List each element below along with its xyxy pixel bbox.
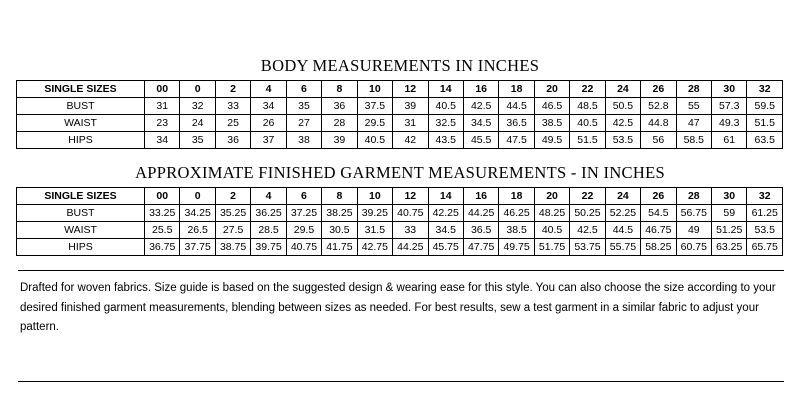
- size-header-cell: 16: [463, 188, 498, 205]
- size-header-cell: 10: [357, 188, 392, 205]
- size-header-cell: 0: [180, 81, 215, 98]
- measurement-cell: 39.25: [357, 205, 392, 222]
- size-header-cell: 14: [428, 188, 463, 205]
- measurement-cell: 31.5: [357, 222, 392, 239]
- measurement-cell: 36: [322, 98, 357, 115]
- row-label: BUST: [17, 205, 145, 222]
- measurement-cell: 58.5: [676, 132, 711, 149]
- measurement-cell: 34.25: [180, 205, 215, 222]
- measurement-cell: 56: [641, 132, 676, 149]
- size-header-cell: 6: [286, 188, 321, 205]
- measurement-cell: 44.25: [393, 239, 428, 256]
- corner-label: SINGLE SIZES: [17, 81, 145, 98]
- measurement-cell: 36.5: [499, 115, 534, 132]
- measurement-cell: 46.25: [499, 205, 534, 222]
- measurement-cell: 61.25: [747, 205, 783, 222]
- measurement-cell: 51.5: [570, 132, 605, 149]
- measurement-cell: 44.5: [499, 98, 534, 115]
- size-header-cell: 18: [499, 188, 534, 205]
- measurement-cell: 26.5: [180, 222, 215, 239]
- measurement-cell: 61: [712, 132, 747, 149]
- measurement-cell: 53.5: [605, 132, 640, 149]
- measurement-cell: 44.8: [641, 115, 676, 132]
- row-label: HIPS: [17, 132, 145, 149]
- size-header-cell: 26: [641, 81, 676, 98]
- measurement-cell: 40.75: [286, 239, 321, 256]
- size-header-cell: 24: [605, 188, 640, 205]
- size-header-cell: 22: [570, 81, 605, 98]
- measurement-cell: 27: [286, 115, 321, 132]
- measurement-cell: 57.3: [712, 98, 747, 115]
- measurement-cell: 51.25: [712, 222, 747, 239]
- fabric-note: Drafted for woven fabrics. Size guide is based on the suggested design & wearing ease for this style. You can also choose the size according to your desired finished garment measurements, blending between sizes as needed. For best results, sew a test garment in a similar fabric to adjust your pattern.: [18, 270, 784, 382]
- measurement-cell: 31: [145, 98, 180, 115]
- size-header-cell: 12: [393, 81, 428, 98]
- measurement-row: [17, 205, 783, 222]
- size-header-cell: 12: [393, 188, 428, 205]
- measurement-cell: 44.5: [605, 222, 640, 239]
- measurement-cell: 41.75: [322, 239, 357, 256]
- measurement-cell: 53.75: [570, 239, 605, 256]
- measurement-cell: 55: [676, 98, 711, 115]
- measurement-cell: 42.5: [605, 115, 640, 132]
- measurement-cell: 24: [180, 115, 215, 132]
- size-header-cell: 2: [215, 81, 250, 98]
- size-header-cell: 10: [357, 81, 392, 98]
- measurement-cell: 29.5: [286, 222, 321, 239]
- size-header-cell: 26: [641, 188, 676, 205]
- measurement-cell: 38.25: [322, 205, 357, 222]
- measurement-cell: 48.25: [534, 205, 569, 222]
- size-header-cell: 28: [676, 81, 711, 98]
- measurement-cell: 46.5: [534, 98, 569, 115]
- measurement-cell: 30.5: [322, 222, 357, 239]
- size-header-cell: 30: [712, 81, 747, 98]
- size-header-cell: 00: [145, 81, 180, 98]
- measurement-cell: 63.25: [712, 239, 747, 256]
- measurement-cell: 35.25: [215, 205, 250, 222]
- row-label: HIPS: [17, 239, 145, 256]
- row-label: WAIST: [17, 222, 145, 239]
- measurement-cell: 37.25: [286, 205, 321, 222]
- measurement-cell: 43.5: [428, 132, 463, 149]
- measurement-cell: 32.5: [428, 115, 463, 132]
- size-header-cell: 4: [251, 81, 286, 98]
- measurement-cell: 49.75: [499, 239, 534, 256]
- garment-measurements-title: APPROXIMATE FINISHED GARMENT MEASUREMENTS - IN INCHES: [135, 163, 665, 182]
- measurement-cell: 42: [393, 132, 428, 149]
- measurement-cell: 47.75: [463, 239, 498, 256]
- size-header-row: [17, 81, 783, 98]
- measurement-cell: 42.75: [357, 239, 392, 256]
- measurement-cell: 49.3: [712, 115, 747, 132]
- size-header-row: [17, 188, 783, 205]
- row-label: BUST: [17, 98, 145, 115]
- row-label: WAIST: [17, 115, 145, 132]
- measurement-cell: 52.25: [605, 205, 640, 222]
- measurement-cell: 42.5: [570, 222, 605, 239]
- measurement-cell: 36.25: [251, 205, 286, 222]
- measurement-cell: 65.75: [747, 239, 783, 256]
- measurement-cell: 29.5: [357, 115, 392, 132]
- measurement-cell: 34.5: [463, 115, 498, 132]
- measurement-cell: 38.75: [215, 239, 250, 256]
- measurement-cell: 36.5: [463, 222, 498, 239]
- measurement-cell: 25: [215, 115, 250, 132]
- measurement-cell: 39: [322, 132, 357, 149]
- size-header-cell: 0: [180, 188, 215, 205]
- size-header-cell: 28: [676, 188, 711, 205]
- measurement-cell: 50.25: [570, 205, 605, 222]
- size-header-cell: 20: [534, 188, 569, 205]
- size-header-cell: 30: [712, 188, 747, 205]
- measurement-cell: 33.25: [145, 205, 180, 222]
- measurement-cell: 56.75: [676, 205, 711, 222]
- measurement-row: [17, 132, 783, 149]
- measurement-cell: 39: [393, 98, 428, 115]
- measurement-cell: 45.5: [463, 132, 498, 149]
- measurement-cell: 42.25: [428, 205, 463, 222]
- measurement-cell: 40.75: [393, 205, 428, 222]
- size-header-cell: 22: [570, 188, 605, 205]
- size-header-cell: 6: [286, 81, 321, 98]
- size-header-cell: 4: [251, 188, 286, 205]
- size-header-cell: 14: [428, 81, 463, 98]
- body-measurements-table: [16, 80, 783, 149]
- measurement-cell: 34: [251, 98, 286, 115]
- measurement-cell: 40.5: [570, 115, 605, 132]
- garment-measurements-table: [16, 187, 783, 256]
- size-header-cell: 00: [145, 188, 180, 205]
- measurement-cell: 55.75: [605, 239, 640, 256]
- measurement-cell: 40.5: [428, 98, 463, 115]
- body-measurements-title: BODY MEASUREMENTS IN INCHES: [260, 56, 540, 75]
- measurement-cell: 33: [393, 222, 428, 239]
- measurement-cell: 35: [180, 132, 215, 149]
- measurement-cell: 27.5: [215, 222, 250, 239]
- measurement-cell: 33: [215, 98, 250, 115]
- size-header-cell: 32: [747, 188, 783, 205]
- measurement-row: [17, 115, 783, 132]
- measurement-cell: 28.5: [251, 222, 286, 239]
- measurement-cell: 54.5: [641, 205, 676, 222]
- measurement-cell: 58.25: [641, 239, 676, 256]
- measurement-cell: 45.75: [428, 239, 463, 256]
- measurement-cell: 38: [286, 132, 321, 149]
- measurement-cell: 63.5: [747, 132, 783, 149]
- measurement-cell: 49.5: [534, 132, 569, 149]
- measurement-cell: 38.5: [534, 115, 569, 132]
- measurement-cell: 34: [145, 132, 180, 149]
- size-header-cell: 8: [322, 81, 357, 98]
- measurement-cell: 35: [286, 98, 321, 115]
- measurement-cell: 48.5: [570, 98, 605, 115]
- measurement-cell: 37.75: [180, 239, 215, 256]
- measurement-cell: 47.5: [499, 132, 534, 149]
- measurement-cell: 39.75: [251, 239, 286, 256]
- measurement-cell: 23: [145, 115, 180, 132]
- measurement-cell: 37.5: [357, 98, 392, 115]
- measurement-row: [17, 98, 783, 115]
- measurement-cell: 50.5: [605, 98, 640, 115]
- measurement-cell: 37: [251, 132, 286, 149]
- measurement-cell: 51.5: [747, 115, 783, 132]
- measurement-cell: 34.5: [428, 222, 463, 239]
- measurement-cell: 31: [393, 115, 428, 132]
- measurement-cell: 40.5: [357, 132, 392, 149]
- size-header-cell: 18: [499, 81, 534, 98]
- measurement-cell: 51.75: [534, 239, 569, 256]
- size-header-cell: 8: [322, 188, 357, 205]
- size-header-cell: 20: [534, 81, 569, 98]
- measurement-cell: 42.5: [463, 98, 498, 115]
- measurement-cell: 49: [676, 222, 711, 239]
- measurement-cell: 32: [180, 98, 215, 115]
- measurement-cell: 59: [712, 205, 747, 222]
- size-header-cell: 32: [747, 81, 783, 98]
- measurement-cell: 44.25: [463, 205, 498, 222]
- measurement-cell: 40.5: [534, 222, 569, 239]
- corner-label: SINGLE SIZES: [17, 188, 145, 205]
- measurement-cell: 46.75: [641, 222, 676, 239]
- measurement-cell: 38.5: [499, 222, 534, 239]
- measurement-cell: 36: [215, 132, 250, 149]
- measurement-cell: 52.8: [641, 98, 676, 115]
- measurement-cell: 53.5: [747, 222, 783, 239]
- measurement-cell: 60.75: [676, 239, 711, 256]
- measurement-cell: 59.5: [747, 98, 783, 115]
- measurement-row: [17, 239, 783, 256]
- measurement-cell: 28: [322, 115, 357, 132]
- measurement-row: [17, 222, 783, 239]
- measurement-cell: 25.5: [145, 222, 180, 239]
- measurement-cell: 36.75: [145, 239, 180, 256]
- size-header-cell: 2: [215, 188, 250, 205]
- size-header-cell: 24: [605, 81, 640, 98]
- measurement-cell: 47: [676, 115, 711, 132]
- size-header-cell: 16: [463, 81, 498, 98]
- measurement-cell: 26: [251, 115, 286, 132]
